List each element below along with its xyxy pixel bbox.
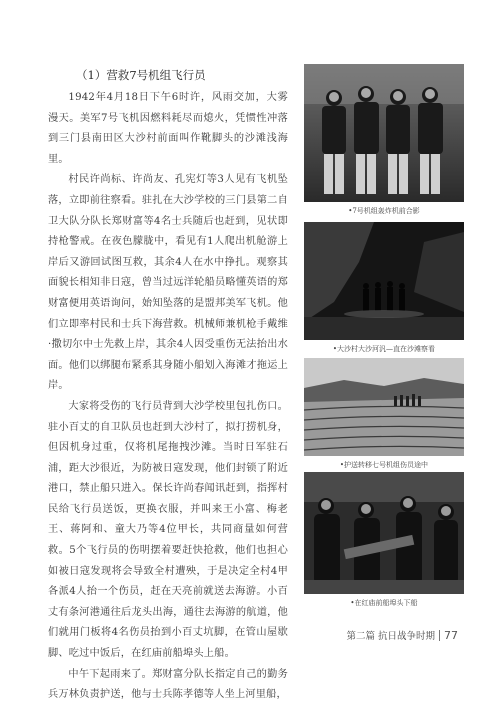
article-body	[48, 64, 288, 706]
caption-4: •在红庙前船埠头下船	[350, 599, 418, 607]
paragraph-2: 村民许尚标、许尚友、孔宪灯等3人见有飞机坠落，立即前往察看。驻扎在大沙学校的三门县第二自卫大队分队长郑财富等4名士兵随后也赶到，见状即持枪警戒。在夜色朦胧中，看见有1人爬出机舱游上岸后又游回试图互救，其余4人在水中挣扎。观察其面貌长相知非日寇，曾当过远洋轮船员略懂英语的郑财富便用英语询问，始知坠落的是盟邦美军飞机。他们立即率村民和士兵下海营救。机械师兼机枪手戴维·撒切尔中士先救上岸，其余4人因受重伤无法抬出水面。他们以绑腿布紧系其身随小船划入海滩才拖运上岸。	[48, 174, 288, 392]
photo-boarding-boat	[304, 472, 464, 594]
footer-section-title: 第二篇 抗日战争时期	[346, 631, 435, 642]
page-number: 77	[444, 628, 458, 642]
photo-escort-terraces	[304, 358, 464, 456]
footer-divider	[439, 630, 440, 641]
photo-beach-search	[304, 222, 464, 340]
paragraph-4: 中午下起雨来了。郑财富分队长指定自己的勤务兵万林负责护送，他与士兵陈孝德等人坐上河里船，	[48, 668, 288, 701]
caption-3: •护送转移七号机组伤员途中	[339, 461, 429, 469]
section-title: （1）营救7号机组飞行员	[76, 68, 206, 82]
paragraph-1: 1942年4月18日下午6时许，风雨交加，大雾漫天。美军7号飞机因燃料耗尽而熄火，凭惯性冲落到三门县南田区大沙村前面叫作靴脚头的沙滩浅海里。	[48, 92, 288, 165]
photo-crew-portrait	[304, 64, 464, 202]
caption-2: •大沙村大沙河汎—直在沙滩察看	[332, 345, 436, 353]
page-footer	[346, 628, 458, 642]
caption-1: •7号机组轰炸机前合影	[348, 207, 420, 215]
paragraph-3: 大家将受伤的飞行员背到大沙学校里包扎伤口。驻小百丈的自卫队员也赶到大沙村了，拟打捞机身，但因机身过重，仅将机尾拖拽沙滩。当时日军驻石浦，距大沙很近，为防被日寇发现，他们封锁了附近港口，禁止船只进入。保长许尚春闻讯赶到，指挥村民给飞行员送饭，更换衣服，并叫来王小富、梅老王、蒋阿和、童大乃等4位甲长，共同商量如何营救。5个飞行员的伤明摆着要赶快抢救，他们也担心如被日寇发现将会导致全村遭殃，于是决定全村4甲各派4人抬一个伤员，赶在天亮前就送去海游。小百丈有条河港通往后龙头出海，通往去海游的航道，他们就用门板将4名伤员抬到小百丈坑脚，在管山屋歇脚、吃过中饭后，在红庙前船埠头上船。	[48, 400, 288, 660]
